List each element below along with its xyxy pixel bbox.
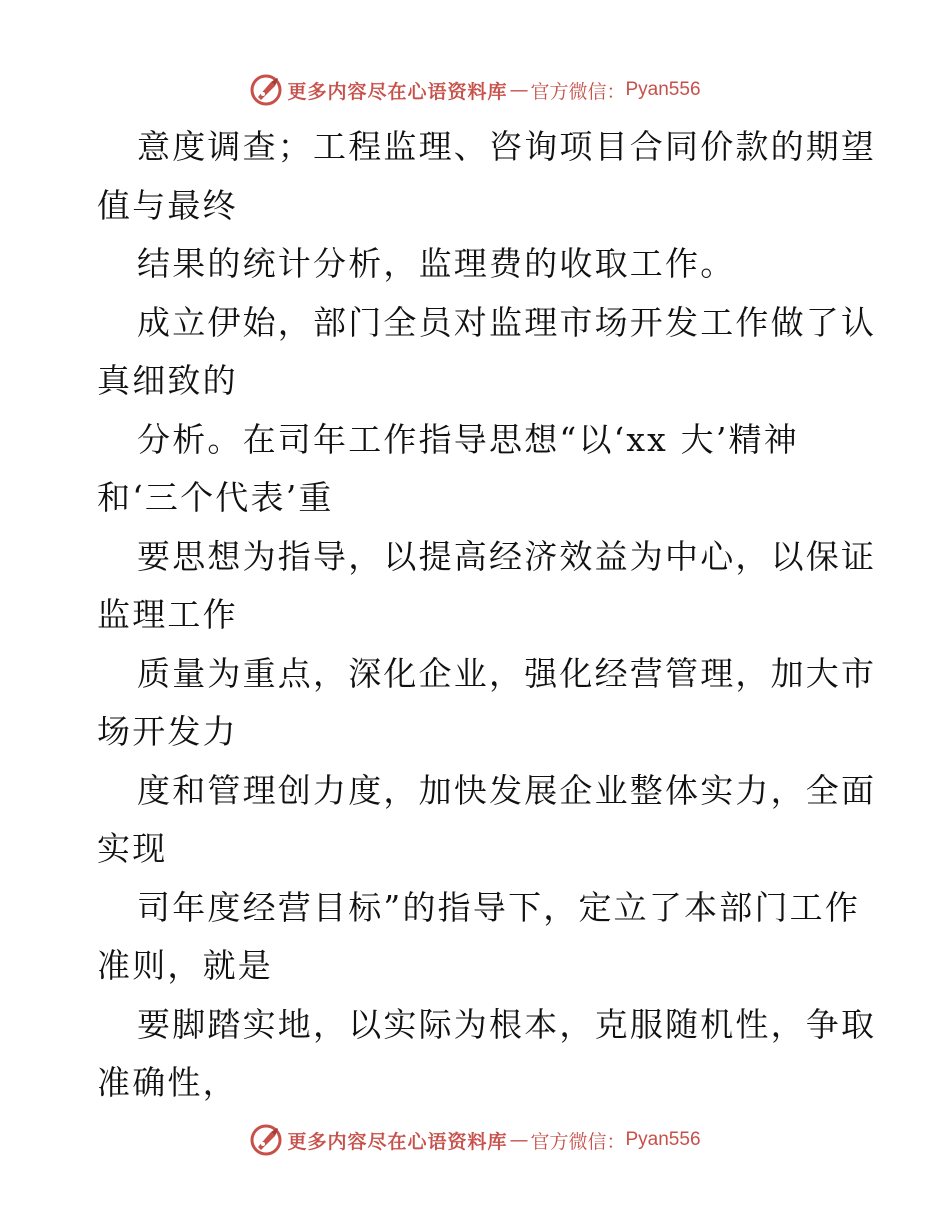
document-body [97, 118, 877, 1113]
body-line: 司年度经营目标”的指导下，定立了本部门工作 [137, 887, 861, 927]
body-line: 要思想为指导，以提高经济效益为中心，以保证 [137, 536, 877, 576]
header-separator: — [509, 79, 529, 101]
body-line: 场开发力 [97, 712, 238, 751]
body-line: 成立伊始，部门全员对监理市场开发工作做了认 [137, 302, 877, 342]
body-line: 意度调查；工程监理、咨询项目合同价款的期望 [137, 127, 877, 166]
footer-wechat-id: Pyan556 [625, 1129, 701, 1150]
body-line: 和‘三个代表’重 [97, 478, 334, 517]
pen-nib-logo-icon [249, 1123, 283, 1157]
body-line: 真细致的 [97, 361, 238, 400]
header-wechat-id: Pyan556 [625, 79, 701, 100]
footer-banner [0, 1120, 950, 1160]
header-wechat-label: 官方微信： [530, 80, 626, 103]
header-banner [0, 70, 950, 110]
body-line: 分析。在司年工作指导思想“以‘xx 大’精神 [137, 419, 799, 459]
body-line: 监理工作 [97, 595, 238, 634]
header-brand-text: 更多内容尽在心语资料库 [287, 80, 508, 103]
body-line: 值与最终 [97, 185, 238, 225]
footer-separator: — [509, 1129, 529, 1151]
body-line: 要脚踏实地，以实际为根本，克服随机性，争取 [137, 1004, 877, 1044]
pen-nib-logo-icon [249, 73, 283, 107]
body-line: 结果的统计分析，监理费的收取工作。 [137, 244, 736, 283]
body-line: 度和管理创力度，加快发展企业整体实力，全面 [137, 770, 877, 810]
body-line: 实现 [97, 829, 168, 868]
footer-wechat-label: 官方微信： [530, 1130, 626, 1153]
body-line: 准则，就是 [97, 946, 273, 985]
body-line: 准确性， [97, 1063, 238, 1102]
footer-brand-text: 更多内容尽在心语资料库 [287, 1130, 508, 1153]
body-line: 质量为重点，深化企业，强化经营管理，加大市 [137, 653, 877, 693]
